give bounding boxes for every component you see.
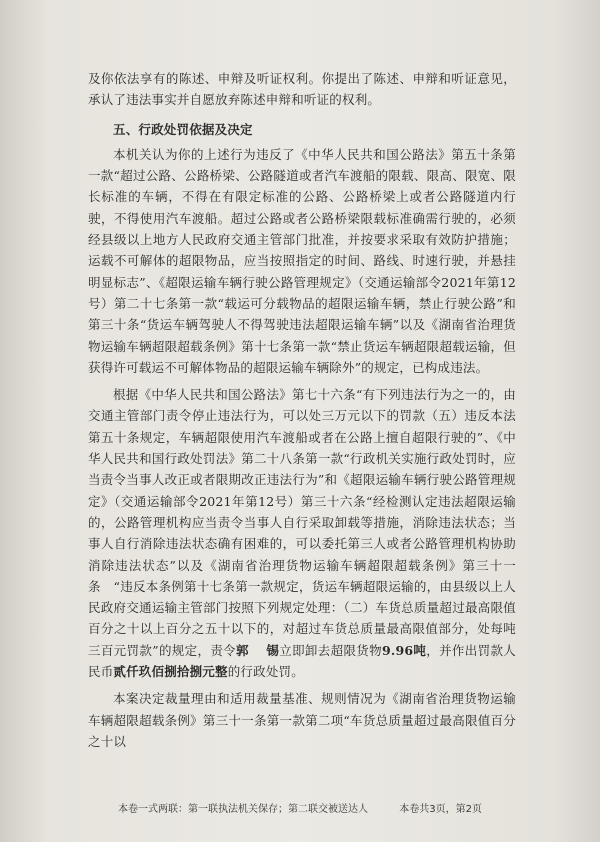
lead-paragraph: 及你依法享有的陈述、申辩及听证权利。你提出了陈述、申辩和听证意见，承认了违法事实并自愿放弃陈述申辩和听证的权利。 (88, 71, 516, 108)
penalty-basis-paragraph (88, 384, 516, 682)
page-footer (0, 800, 600, 815)
footer-page-number: 本卷共3页，第2页 (399, 804, 482, 815)
violation-paragraph: 本机关认为你的上述行为违反了《中华人民共和国公路法》第五十条第一款“超过公路、公路桥梁、公路隧道或者汽车渡船的限载、限高、限宽、限长标准的车辆，不得在有限定标准的公路、公路桥梁上或者公路隧道内行驶，不得使用汽车渡船。超过公路或者公路桥梁限载标准确需行驶的，必须经县级以上地方人民政府交通主管部门批准，并按要求采取有效防护措施；运载不可解体的超限物品，应当按照指定的时间、路线、时速行驶，并悬挂明显标志”、《超限运输车辆行驶公路管理规定》（交通运输部令2021年第12号）第二十七条第一款“载运可分载物品的超限运输车辆，禁止行驶公路”和第三十条“货运车辆驾驶人不得驾驶违法超限运输车辆”以及《湖南省治理货物运输车辆超限超载条例》第十七条第一款“禁止货运车辆超限超载运输，但获得许可载运不可解体物品的超限运输车辆除外”的规定，已构成违法。 (88, 146, 516, 375)
document-body (88, 68, 516, 752)
penalty-basis-text: 根据《中华人民共和国公路法》第七十六条“有下列违法行为之一的，由交通主管部门责令停止违法行为，可以处三万元以下的罚款（五）违反本法第五十条规定，车辆超限使用汽车渡船或者在公路上擅自超限行驶的”、《中华人民共和国行政处罚法》第二十八条第一款“行政机关实施行政处罚时，应当责令当事人改正或者限期改正违法行为”和《超限运输车辆行驶公路管理规定》（交通运输部令2021年第12号）第三十六条“经检测认定违法超限运输的，公路管理机构应当责令当事人自行采取卸载等措施，消除违法状态；当事人自行消除违法状态确有困难的，可以委托第三人或者公路管理机构协助消除违法状态”以及《湖南省治理货物运输车辆超限超载条例》第三十一条 “违反本条例第十七条第一款规定，货运车辆超限运输的，由县级以上人民政府交通运输主管部门按照下列规定处理：（二）车货总质量超过最高限值百分之十以上百分之五十以下的，对超过车货总质量最高限值部分，处每吨三百元罚款”的规定，责令 (88, 387, 516, 658)
party-name: 郭 锡 (236, 642, 280, 658)
fine-amount: 贰仟玖佰捌拾捌元整 (113, 664, 228, 680)
section-heading: 五、行政处罚依据及决定 (113, 121, 253, 137)
fine-text: ，并作出罚款人民币 (88, 642, 516, 680)
excess-tonnage: 9.96吨 (382, 642, 427, 658)
discretion-paragraph: 本案决定裁量理由和适用裁量基准、规则情况为《湖南省治理货物运输车辆超限超载条例》第三十一条第一款第二项“车货总质量超过最高限值百分之十以 (88, 691, 516, 749)
footer-copies: 本卷一式两联：第一联执法机关保存；第二联交被送达人 (118, 804, 369, 815)
decision-end-text: 的行政处罚。 (227, 664, 304, 680)
unload-text: 立即卸去超限货物 (279, 642, 382, 658)
